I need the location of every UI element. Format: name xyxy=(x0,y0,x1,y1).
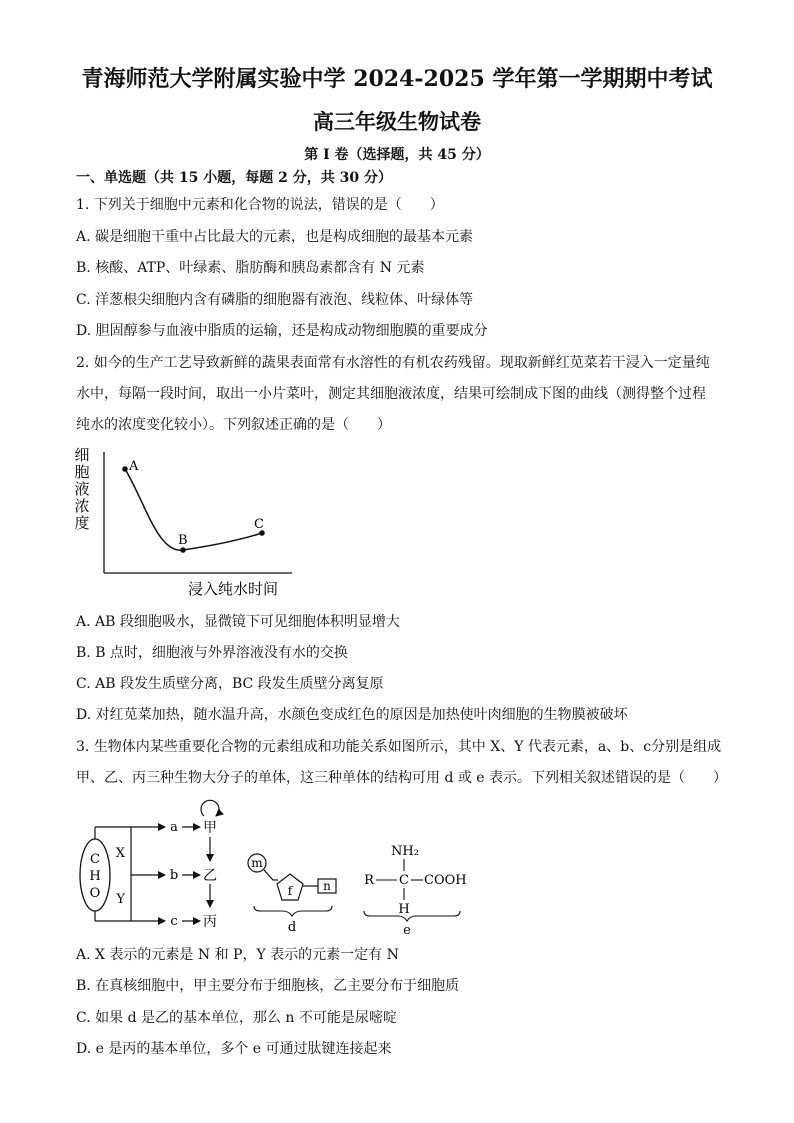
q3-compound-figure xyxy=(70,800,480,938)
e-brace xyxy=(364,911,460,921)
y-label-char: 浓 xyxy=(74,497,90,515)
hydrogen-label: H xyxy=(398,902,410,917)
sugar-f-label: f xyxy=(287,884,293,898)
monomer-c-label: c xyxy=(170,914,178,929)
q1-option-d: D. 胆固醇参与血液中脂质的运输，还是构成动物细胞膜的重要成分 xyxy=(76,323,488,339)
y-axis-label xyxy=(74,446,89,532)
amino-group-label: NH₂ xyxy=(391,844,419,859)
q2-stem-line-3: 纯水的浓度变化较小）。下列叙述正确的是（ ） xyxy=(76,417,391,433)
point-a-label: A xyxy=(129,459,139,474)
x-axis-label: 浸入纯水时间 xyxy=(188,580,279,598)
r-group-label: R xyxy=(364,873,374,888)
y-label-char: 胞 xyxy=(74,463,90,481)
q2-stem-line-2: 水中，每隔一段时间，取出一小片菜叶，测定其细胞液浓度，结果可绘制成下图的曲线（测得整个过程 xyxy=(76,386,706,402)
monomer-b-label: b xyxy=(169,868,179,883)
exam-subtitle: 高三年级生物试卷 xyxy=(313,109,481,134)
element-c-label: C xyxy=(90,852,100,867)
section-heading: 一、单选题（共 15 小题，每题 2 分，共 30 分） xyxy=(76,170,392,186)
point-b-marker xyxy=(180,547,186,553)
monomer-e-label: e xyxy=(403,923,411,938)
y-label-char: 细 xyxy=(74,446,90,464)
point-b-label: B xyxy=(178,533,188,548)
q1-option-b: B. 核酸、ATP、叶绿素、脂肪酶和胰岛素都含有 N 元素 xyxy=(76,260,425,276)
point-c-label: C xyxy=(254,517,264,532)
q1-option-a: A. 碳是细胞干重中占比最大的元素，也是构成细胞的最基本元素 xyxy=(76,229,474,245)
point-a-marker xyxy=(122,466,128,472)
q3-stem-line-1: 3. 生物体内某些重要化合物的元素组成和功能关系如图所示，其中 X、Y 代表元素，a、b、c分别是组成 xyxy=(76,739,722,755)
q3-option-c: C. 如果 d 是乙的基本单位，那么 n 不可能是尿嘧啶 xyxy=(76,1010,397,1026)
base-n-label: n xyxy=(323,879,331,893)
q2-option-a: A. AB 段细胞吸水，显微镜下可见细胞体积明显增大 xyxy=(76,614,400,630)
element-o-label: O xyxy=(89,886,101,901)
q1-stem: 1. 下列关于细胞中元素和化合物的说法，错误的是（ ） xyxy=(76,197,444,213)
central-carbon-label: C xyxy=(399,873,409,888)
q3-option-a: A. X 表示的元素是 N 和 P，Y 表示的元素一定有 N xyxy=(76,947,399,963)
phosphate-m-label: m xyxy=(251,856,263,870)
y-label-char: 度 xyxy=(74,514,90,532)
phosphate-bond xyxy=(264,870,278,880)
carboxyl-label: COOH xyxy=(424,873,467,888)
macromolecule-jia-label: 甲 xyxy=(203,820,217,836)
q3-stem-line-2: 甲、乙、丙三种生物大分子的单体，这三种单体的结构可用 d 或 e 表示。下列相关叙述错误的是（ ） xyxy=(76,770,728,786)
concentration-curve xyxy=(125,469,262,550)
q2-concentration-figure xyxy=(70,442,330,602)
x-element-label: X xyxy=(115,846,125,861)
element-h-label: H xyxy=(89,869,101,884)
macromolecule-yi-label: 乙 xyxy=(203,868,217,884)
part-heading: 第 I 卷（选择题，共 45 分） xyxy=(304,147,490,163)
q2-option-c: C. AB 段发生质壁分离，BC 段发生质壁分离复原 xyxy=(76,676,384,692)
d-brace xyxy=(254,906,332,916)
macromolecule-bing-label: 丙 xyxy=(203,914,217,930)
exam-title: 青海师范大学附属实验中学 2024-2025 学年第一学期期中考试 xyxy=(81,66,713,92)
self-replication-arrow xyxy=(201,800,219,816)
q2-stem-line-1: 2. 如今的生产工艺导致新鲜的蔬果表面常有水溶性的有机农药残留。现取新鲜红苋菜若干浸入一定量纯 xyxy=(76,355,710,371)
monomer-d-label: d xyxy=(287,920,297,935)
q3-option-d: D. e 是丙的基本单位，多个 e 可通过肽键连接起来 xyxy=(76,1041,392,1057)
q3-option-b: B. 在真核细胞中，甲主要分布于细胞核，乙主要分布于细胞质 xyxy=(76,978,460,994)
y-label-char: 液 xyxy=(74,480,90,498)
q1-option-c: C. 洋葱根尖细胞内含有磷脂的细胞器有液泡、线粒体、叶绿体等 xyxy=(76,292,474,308)
q2-option-b: B. B 点时，细胞液与外界溶液没有水的交换 xyxy=(76,645,348,661)
y-element-label: Y xyxy=(116,892,125,907)
q2-option-d: D. 对红苋菜加热，随水温升高，水颜色变成红色的原因是加热使叶肉细胞的生物膜被破坏 xyxy=(76,707,628,723)
monomer-a-label: a xyxy=(170,820,178,835)
